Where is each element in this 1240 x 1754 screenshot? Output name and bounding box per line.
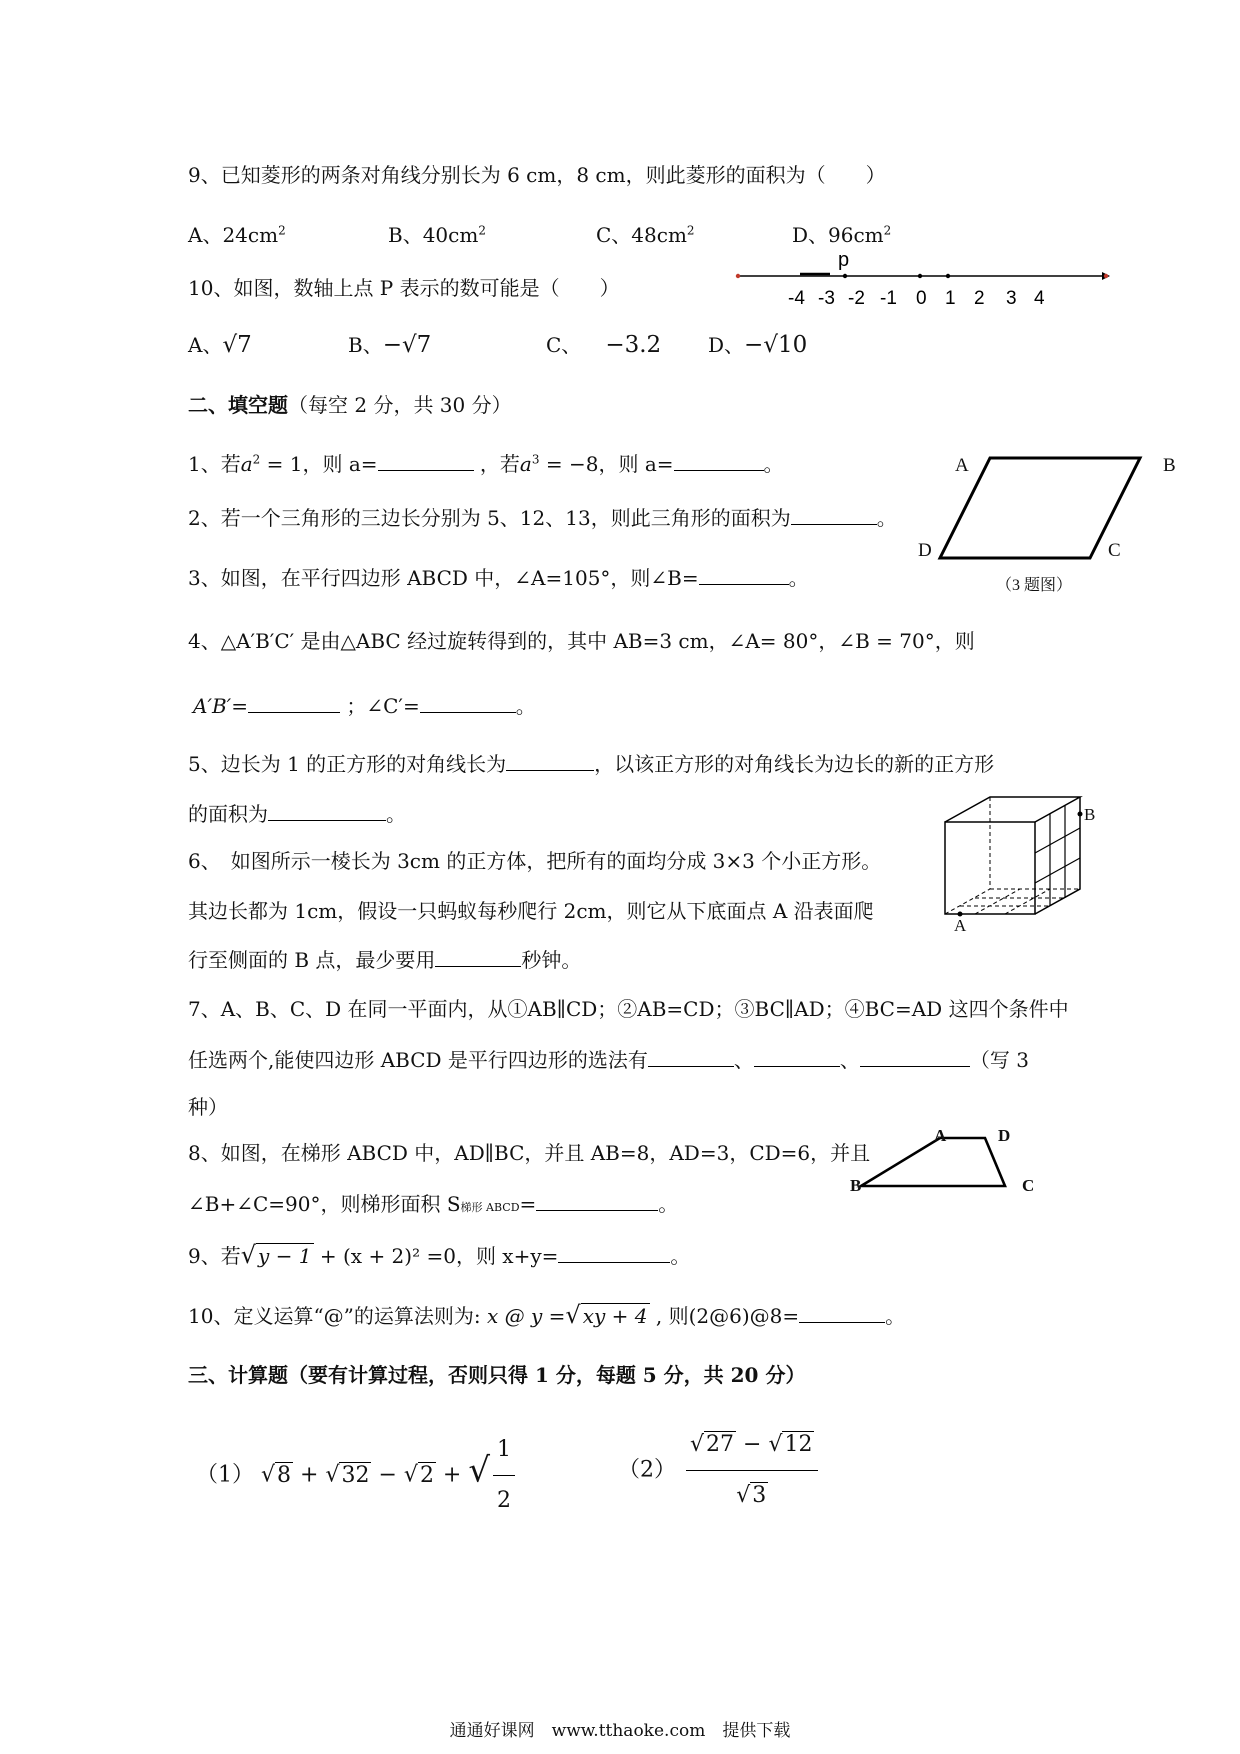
fill-q2: 2、若一个三角形的三边长分别为 5、12、13，则此三角形的面积为 。 (188, 502, 897, 533)
fill-q9: 9、若√ y − 1 + (x + 2)² =0，则 x+y= 。 (188, 1241, 691, 1269)
fill-q6-line3: 行至侧面的 B 点，最少要用 秒钟。 (188, 944, 581, 975)
cube-point-b: B (1084, 805, 1096, 824)
svg-text:-1: -1 (880, 288, 897, 309)
page-footer: 通通好课网 www.tthaoke.com 提供下载 (449, 1721, 791, 1741)
fill-q4-line1: 4、△A′B′C′ 是由△ABC 经过旋转得到的，其中 AB=3 cm，∠A= 80°，∠B = 70°，则 (188, 629, 975, 653)
calc-problem-2: （2） $\frac{√27 - √12}{√3}$ (618, 1420, 821, 1521)
trapezoid-vertex-a: A (934, 1126, 947, 1145)
svg-text:4: 4 (1034, 288, 1045, 309)
parallelogram-vertex-b: B (1163, 455, 1176, 476)
fill-q6-line2: 其边长都为 1cm，假设一只蚂蚁每秒爬行 2cm，则它从下底面点 A 沿表面爬 (188, 899, 874, 923)
section2-heading: 二、填空题（每空 2 分，共 30 分） (188, 393, 512, 417)
svg-text:2: 2 (974, 288, 985, 309)
parallelogram-vertex-c: C (1108, 540, 1121, 561)
trapezoid-vertex-b: B (850, 1176, 862, 1195)
section3-heading: 三、计算题（要有计算过程，否则只得 1 分，每题 5 分，共 20 分） (188, 1363, 806, 1387)
svg-text:0: 0 (916, 288, 927, 309)
fill-q1: 1、若$a^2 = 1$，则 a= ，若$a^3 = -8$，则 a= 。 (188, 448, 784, 479)
fill-q5-line1: 5、边长为 1 的正方形的对角线长为 ，以该正方形的对角线长为边长的新的正方形 (188, 748, 994, 779)
mc-q10-text: 10、如图，数轴上点 P 表示的数可能是（ ） (188, 276, 620, 300)
mc-q9-text: 9、已知菱形的两条对角线分别长为 6 cm，8 cm，则此菱形的面积为（ ） (188, 163, 886, 187)
cube-figure (935, 792, 1100, 927)
svg-text:3: 3 (1006, 288, 1017, 309)
mc-q10-option-c: C、 −3.2 (546, 332, 662, 358)
point-p-label: p (838, 249, 850, 271)
fill-q8-line2: ∠B+∠C=90°，则梯形面积 S梯形 ABCD= 。 (188, 1188, 678, 1223)
parallelogram-vertex-a: A (955, 455, 969, 476)
trapezoid-vertex-d: D (998, 1126, 1011, 1145)
svg-text:-4: -4 (788, 288, 805, 309)
parallelogram-vertex-d: D (918, 540, 932, 561)
mc-q9-option-c: C、$48cm^2$ (596, 223, 695, 247)
svg-text:-2: -2 (848, 288, 865, 309)
fill-q7-line3: 种） (188, 1095, 228, 1119)
fill-q4-line2: A′B′= ；∠C′= 。 (193, 690, 536, 721)
fill-q6-line1: 6、 如图所示一棱长为 3cm 的正方体，把所有的面均分成 3×3 个小正方形。 (188, 849, 882, 873)
figure-caption-q3: （3 题图） (996, 577, 1073, 594)
mc-q9-option-b: B、$40cm^2$ (388, 223, 486, 247)
mc-q10-option-a: A、√7 (188, 332, 252, 358)
fill-q10: 10、定义运算“@”的运算法则为: x @ y =√ xy + 4 , 则(2@6)@8= 。 (188, 1301, 906, 1329)
svg-text:-3: -3 (818, 288, 835, 309)
fill-q5-line2: 的面积为 。 (188, 798, 406, 829)
fill-q7-line2: 任选两个,能使四边形 ABCD 是平行四边形的选法有 、 、 （写 3 (188, 1044, 1029, 1075)
mc-q10-option-b: B、−√7 (348, 332, 432, 358)
mc-q9-option-a: A、$24cm^2$ (188, 223, 286, 247)
fill-q7-line1: 7、A、B、C、D 在同一平面内，从①AB∥CD；②AB=CD；③BC∥AD；④BC=AD 这四个条件中 (188, 997, 1069, 1021)
calc-problem-1: （1） √8 + √32 − √2 + √ $\frac{1}{2}$ (196, 1425, 518, 1526)
cube-point-a: A (954, 916, 967, 935)
svg-text:1: 1 (945, 288, 956, 309)
mc-q10-option-d: D、−√10 (708, 332, 808, 358)
mc-q9-option-d: D、$96cm^2$ (792, 223, 892, 247)
trapezoid-vertex-c: C (1022, 1176, 1035, 1195)
fill-q8-line1: 8、如图，在梯形 ABCD 中，AD∥BC，并且 AB=8，AD=3，CD=6，并且 (188, 1141, 871, 1165)
fill-q3: 3、如图，在平行四边形 ABCD 中，∠A=105°，则∠B= 。 (188, 562, 809, 593)
number-line-figure (730, 246, 1110, 312)
